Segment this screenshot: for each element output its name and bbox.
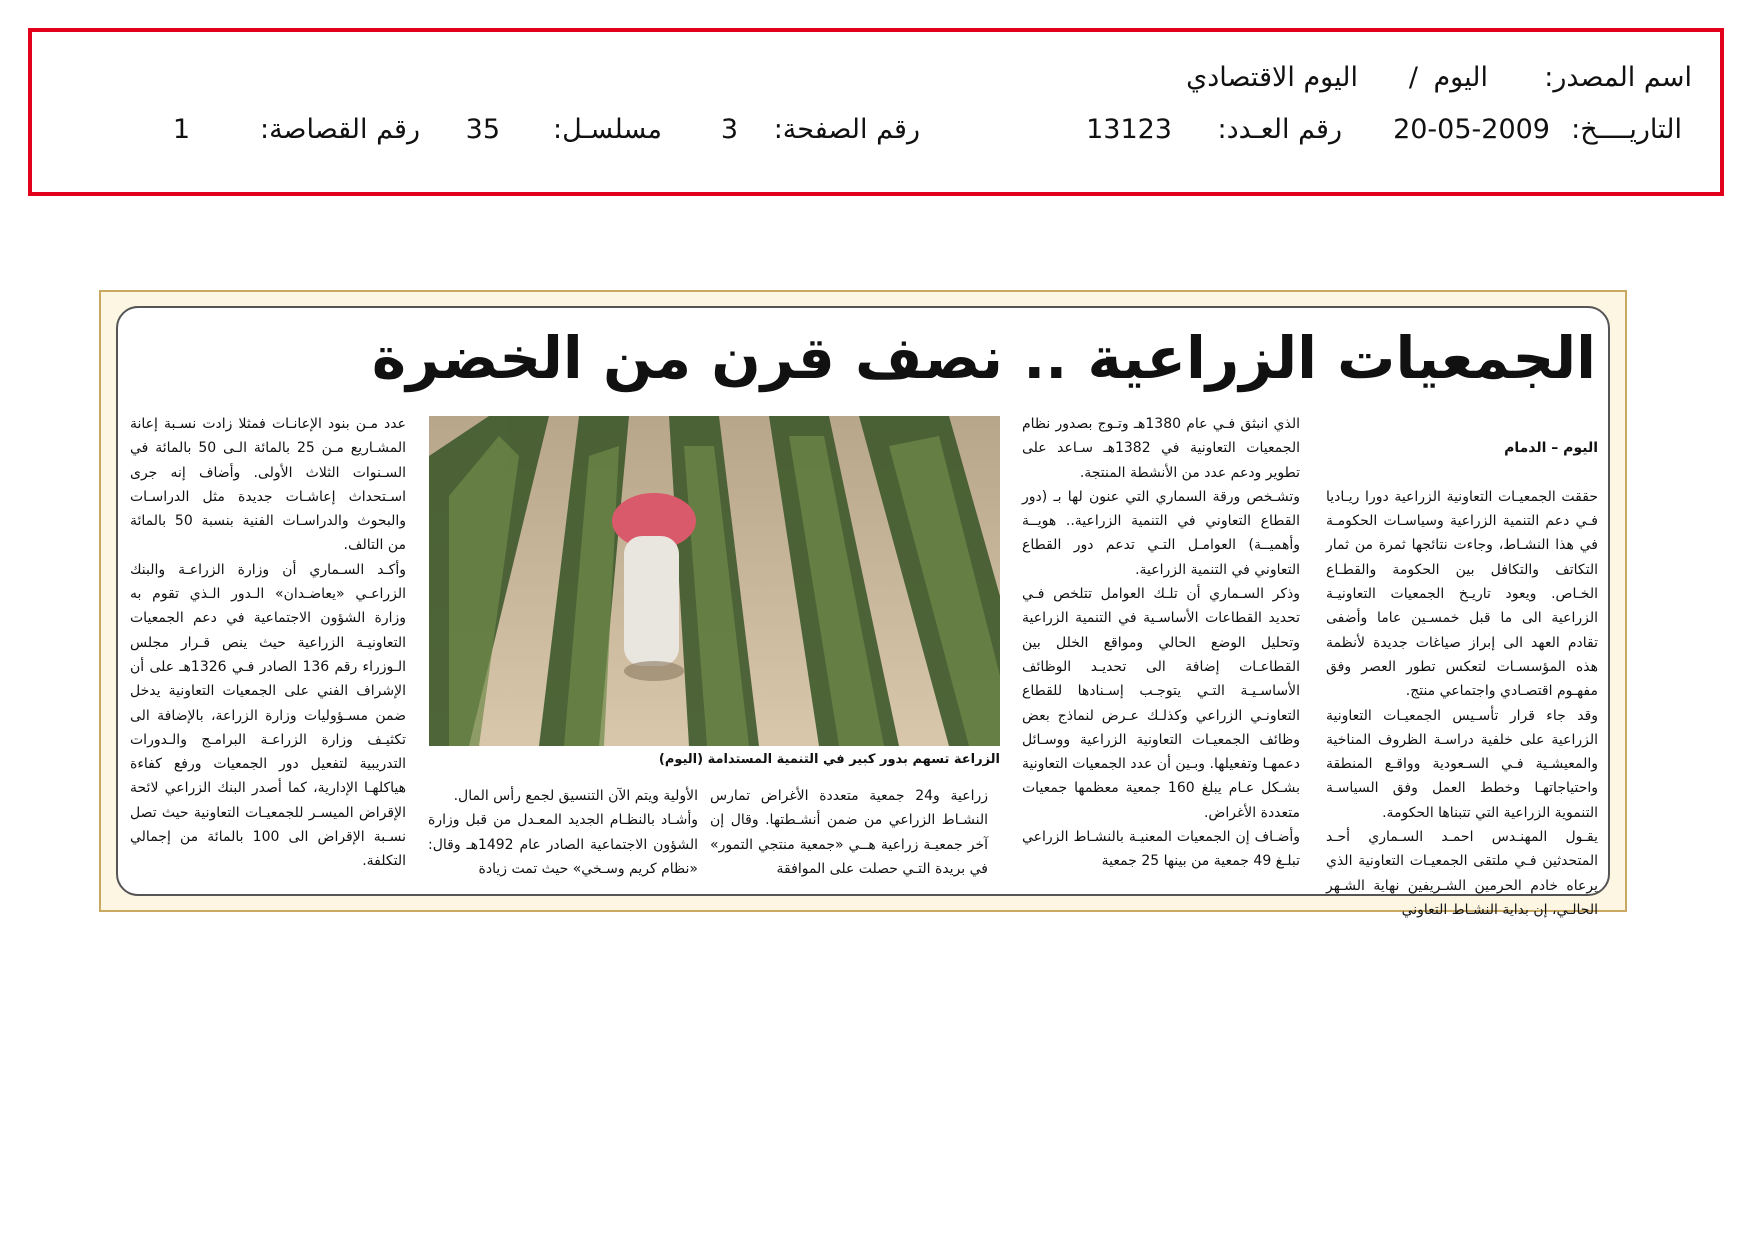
clipping-metadata-box [28, 28, 1724, 196]
article-column-4: الأولية ويتم الآن التنسيق لجمع رأس المال. وأشـاد بالنظـام الجديد المعـدل من قبل وزارة الشؤون الاجتماعية الصادر عام 1492هـ وقال: «نظام كريم وسـخي» حيث تمت زيادة [428, 788, 698, 877]
page-value: 3 [720, 114, 738, 145]
date-label: التاريــــخ: [1571, 114, 1682, 145]
article-headline: الجمعيات الزراعية .. نصف قرن من الخضرة [371, 324, 1596, 392]
article-byline: اليوم – الدمام [1504, 440, 1598, 457]
farm-field-image [429, 416, 1000, 746]
article-column-1 [1326, 412, 1598, 918]
article-column-5: عدد مـن بنود الإعانـات فمثلا زادت نسـبة إعانة المشـاريع مـن 25 بالمائة الـى 50 بالمائة في السـنوات الثلاث الأولى. وأضاف إنه جرى اسـتحداث إعاشـات جديدة مثل الدراسـات والبحوث والدراسـات الفنية بنسبة 50 بالمائة من التالف. وأكـد السـماري أن وزارة الزراعـة والبنك الزراعـي «يعاضـدان» الـدور الـذي تقوم به وزارة الشؤون الاجتماعية في دعم الجمعيات التعاونيـة الزراعية حيث ينص قـرار مجلس الـوزراء رقم 136 الصادر فـي 1326هـ على أن الإشراف الفني على الجمعيات التعاونية يدخل ضمن مسـؤوليات وزارة الزراعة، بالإضافة الى تكثيـف وزارة الزراعـة البرامـج والـدورات التدريبية لتفعيل دور الجمعيات ورفع كفاءة هياكلهـا الإدارية، كما أصدر البنك الزراعي لائحة الإقراض الميسـر للجمعيـات التعاونية حيث تصل نسـبة الإقراض الى 100 بالمائة من إجمالي التكلفة. [130, 416, 407, 870]
article-column-1-text: حققت الجمعيـات التعاونية الزراعية دورا ريـاديا فـي دعم التنمية الزراعية وسياسـات الحكومـة في هذا النشـاط، وجاءت نتائجها ثمرة من ثمار التكاتف والتكافل بين الحكومة والقطـاع الخـاص. ويعود تاريـخ الجمعيات التعاونيـة الزراعية الى ما قبل خمسـين عاما وأضفى تقادم العهد الى إبراز صياغات جديدة لأنظمة هذه المؤسسـات لتعكس تطور العصر وفق مفهـوم اقتصـادي واجتماعي منتج. وقد جاء قرار تأسـيس الجمعيـات التعاونية الزراعية على خلفية دراسـة الظروف المناخية والمعيشـية فـي السـعودية وواقـع المنطقة واحتياجاتهـا وخطط العمل وفق السياسـة التنموية الزراعية التي تتبناها الحكومة. يقـول المهنـدس احمـد السـماري أحـد المتحدثين فـي ملتقى الجمعيـات التعاونية الذي يرعاه خادم الحرمين الشـريفين نهاية الشـهر الحالـي، إن بداية النشـاط التعاوني [1326, 488, 1598, 918]
newspaper-clipping [99, 290, 1627, 918]
article-frame [116, 306, 1610, 918]
page-label: رقم الصفحة: [773, 114, 920, 145]
clipping-number-label: رقم القصاصة: [259, 114, 420, 145]
issue-label: رقم العـدد: [1217, 114, 1342, 145]
source-name: اليوم [1433, 62, 1488, 93]
source-separator: / [1408, 62, 1418, 93]
article-photo [429, 416, 1000, 746]
article-column-3: زراعية و24 جمعية متعددة الأغراض تمارس النشـاط الزراعي من ضمن أنشـطتها. وقال إن آخر جمعيـة زراعية هــي «جمعية منتجي التمور» في بريدة التـي حصلت على الموافقة [710, 788, 988, 877]
clipping-number-value: 1 [172, 114, 190, 145]
serial-label: مسلسـل: [552, 114, 662, 145]
issue-value: 13123 [1086, 114, 1172, 145]
article-column-2: الذي انبثق فـي عام 1380هـ وتـوج بصدور نظام الجمعيات التعاونية في 1382هـ سـاعد على تطوير ودعم عدد من الأنشطة المنتجة. وتشـخص ورقة السماري التي عنون لها بـ (دور القطاع التعاوني في التنمية الزراعية.. هويــة وأهميــة) العوامـل التـي تدعم دور القطاع التعاوني في التنمية الزراعية. وذكر السـماري أن تلـك العوامل تتلخص فـي تحديد القطاعات الأساسـية في التنمية الزراعية وتحليل الوضع الحالي ومواقع الخلل بين القطاعـات إضافة الى تحديـد الوظائف الأساسـيـة التـي يتوجـب إسـنادها للقطاع التعاونـي الزراعي وكذلـك عـرض لنماذج بعض وظائف الجمعيـات التعاونية الزراعية ووسـائل دعمهـا وتفعيلها. وبـين أن عدد الجمعيات التعاونية بشـكل عـام يبلغ 160 جمعية معظمها جمعيات متعددة الأغراض. وأضـاف إن الجمعيات المعنيـة بالنشـاط الزراعي تبلـغ 49 جمعية من بينها 25 جمعية [1022, 416, 1300, 870]
photo-caption: الزراعة تسهم بدور كبير في التنمية المستدامة (اليوم) [658, 752, 1000, 767]
source-label: اسم المصدر: [1544, 62, 1692, 93]
source-section: اليوم الاقتصادي [1186, 62, 1358, 93]
date-value: 20-05-2009 [1393, 114, 1550, 145]
serial-value: 35 [465, 114, 500, 145]
